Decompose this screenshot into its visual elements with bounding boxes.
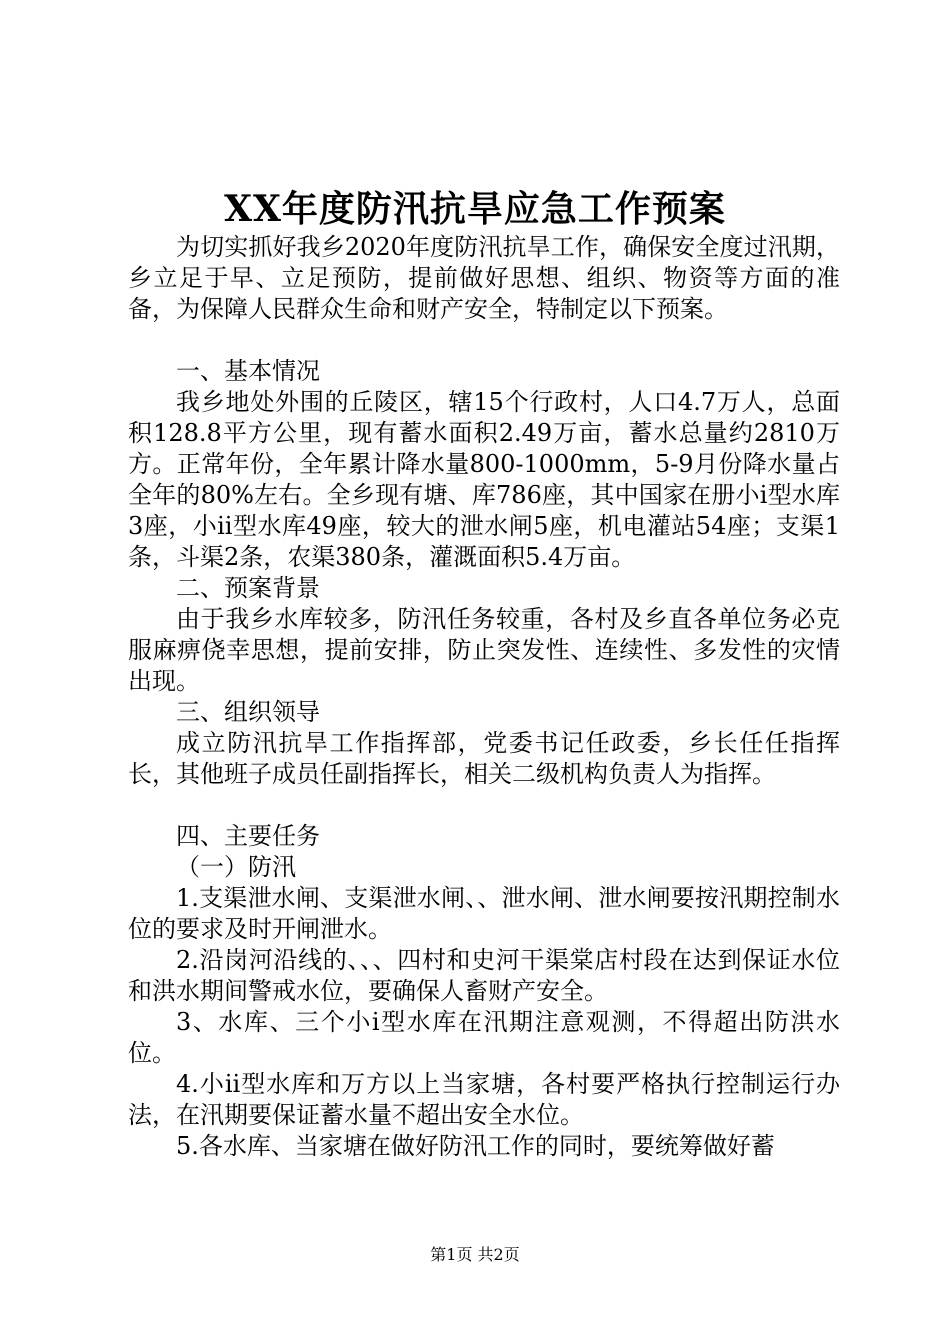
- section-heading-leadership: 三、组织领导: [176, 698, 320, 726]
- section-heading-basic-situation: 一、基本情况: [176, 357, 320, 385]
- section-heading-background: 二、预案背景: [176, 574, 320, 602]
- section-heading-main-tasks: 四、主要任务: [176, 822, 320, 850]
- document-title: XX年度防汛抗旱应急工作预案: [224, 188, 726, 230]
- task-item: 4.小ⅱ型水库和万方以上当家塘，各村要严格执行控制运行办法，在汛期要保证蓄水量不超出安全水位。: [128, 1070, 840, 1129]
- section-body-background: 由于我乡水库较多，防汛任务较重，各村及乡直各单位务必克服麻痹侥幸思想，提前安排，防止突发性、连续性、多发性的灾情出现。: [128, 605, 840, 695]
- document-body: [128, 232, 840, 1162]
- section-body-basic-situation: 我乡地处外围的丘陵区，辖15个行政村，人口4.7万人，总面积128.8平方公里，现有蓄水面积2.49万亩，蓄水总量约2810万方。正常年份，全年累计降水量800-1000mm，5-9月份降水量占全年的80%左右。全乡现有塘、库786座，其中国家在册小ⅰ型水库3座，小ⅱ型水库49座，较大的泄水闸5座，机电灌站54座；支渠1条，斗渠2条，农渠380条，灌溉面积5.4万亩。: [128, 388, 840, 571]
- page-footer: 第1页 共2页: [430, 1245, 520, 1264]
- section-body-leadership: 成立防汛抗旱工作指挥部，党委书记任政委，乡长任任指挥长，其他班子成员任副指挥长，相关二级机构负责人为指挥。: [128, 729, 840, 788]
- task-item: 1.支渠泄水闸、支渠泄水闸、、泄水闸、泄水闸要按汛期控制水位的要求及时开闸泄水。: [128, 884, 840, 943]
- task-item: 5.各水库、当家塘在做好防汛工作的同时，要统筹做好蓄: [176, 1132, 775, 1160]
- intro-paragraph: 为切实抓好我乡2020年度防汛抗旱工作，确保安全度过汛期，乡立足于早、立足预防，提前做好思想、组织、物资等方面的准备，为保障人民群众生命和财产安全，特制定以下预案。: [128, 233, 840, 323]
- subheading-flood-control: （一）防汛: [176, 853, 296, 881]
- task-item: 3、水库、三个小ⅰ型水库在汛期注意观测，不得超出防洪水位。: [128, 1008, 840, 1067]
- task-item: 2.沿岗河沿线的、、、四村和史河干渠棠店村段在达到保证水位和洪水期间警戒水位，要确保人畜财产安全。: [128, 946, 840, 1005]
